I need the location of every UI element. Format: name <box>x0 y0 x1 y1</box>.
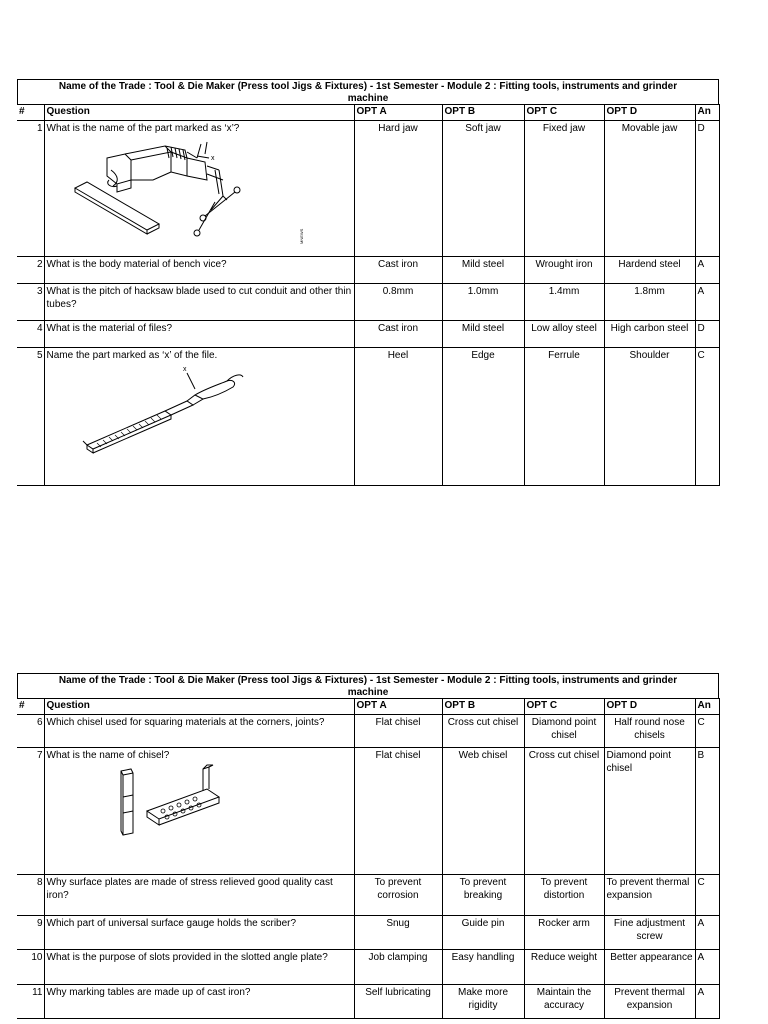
question-number: 2 <box>17 257 44 284</box>
option-b: Soft jaw <box>442 121 524 257</box>
question-number: 11 <box>17 985 44 1019</box>
question-text: What is the pitch of hacksaw blade used to cut conduit and other thin tubes? <box>44 284 354 321</box>
option-d: Half round nose chisels <box>604 715 695 748</box>
table-row <box>17 284 719 321</box>
title-line-1: Name of the Trade : Tool & Die Maker (Press tool Jigs & Fixtures) - 1st Semester - Module 2 : Fitting tools, instruments and grinder <box>58 675 678 686</box>
option-c: Fixed jaw <box>524 121 604 257</box>
option-c: Maintain the accuracy <box>524 985 604 1019</box>
question-text: What is the name of chisel? <box>46 750 170 761</box>
answer: A <box>695 985 719 1019</box>
option-c: 1.4mm <box>524 284 604 321</box>
col-header-opt-b: OPT B <box>442 699 524 715</box>
question-table <box>17 104 720 486</box>
option-b: Easy handling <box>442 950 524 985</box>
answer: B <box>695 748 719 875</box>
question-text: Why marking tables are made up of cast iron? <box>44 985 354 1019</box>
question-number: 3 <box>17 284 44 321</box>
option-b: Edge <box>442 348 524 486</box>
col-header-answer: An <box>695 105 719 121</box>
option-a: Self lubricating <box>354 985 442 1019</box>
option-b: Mild steel <box>442 257 524 284</box>
answer: A <box>695 916 719 950</box>
header-row <box>17 105 719 121</box>
question-table <box>17 698 720 1019</box>
question-cell <box>44 748 354 875</box>
answer: D <box>695 321 719 348</box>
file-figure <box>47 363 347 463</box>
question-text: Name the part marked as ‘x’ of the file. <box>46 350 218 361</box>
question-sheet-2 <box>17 673 719 1019</box>
option-d: Diamond point chisel <box>604 748 695 875</box>
figure-label-x: x <box>210 154 214 162</box>
table-row <box>17 257 719 284</box>
sheet-title <box>17 79 719 104</box>
answer: C <box>695 875 719 916</box>
col-header-opt-b: OPT B <box>442 105 524 121</box>
option-c: Reduce weight <box>524 950 604 985</box>
option-b: To prevent breaking <box>442 875 524 916</box>
question-number: 8 <box>17 875 44 916</box>
table-row <box>17 875 719 916</box>
option-c: Wrought iron <box>524 257 604 284</box>
option-b: Guide pin <box>442 916 524 950</box>
option-b: 1.0mm <box>442 284 524 321</box>
question-text: What is the name of the part marked as ‘x’? <box>46 123 240 134</box>
question-text: What is the body material of bench vice? <box>44 257 354 284</box>
question-text: Which part of universal surface gauge holds the scriber? <box>44 916 354 950</box>
option-b: Cross cut chisel <box>442 715 524 748</box>
option-c: To prevent distortion <box>524 875 604 916</box>
header-row <box>17 699 719 715</box>
table-row <box>17 715 719 748</box>
answer: C <box>695 715 719 748</box>
figure-label-x: x <box>182 365 186 373</box>
option-a: Job clamping <box>354 950 442 985</box>
title-line-2: machine <box>347 93 389 104</box>
table-row <box>17 985 719 1019</box>
table-row <box>17 121 719 257</box>
option-d: Movable jaw <box>604 121 695 257</box>
title-line-2: machine <box>347 687 389 698</box>
question-number: 10 <box>17 950 44 985</box>
table-row <box>17 916 719 950</box>
table-row <box>17 748 719 875</box>
title-line-1: Name of the Trade : Tool & Die Maker (Press tool Jigs & Fixtures) - 1st Semester - Module 2 : Fitting tools, instruments and grinder <box>58 81 678 92</box>
col-header-num: # <box>17 105 44 121</box>
question-text: What is the purpose of slots provided in the slotted angle plate? <box>44 950 354 985</box>
table-row <box>17 321 719 348</box>
question-number: 6 <box>17 715 44 748</box>
option-a: 0.8mm <box>354 284 442 321</box>
question-number: 9 <box>17 916 44 950</box>
question-number: 5 <box>17 348 44 486</box>
answer: C <box>695 348 719 486</box>
col-header-opt-c: OPT C <box>524 105 604 121</box>
col-header-question: Question <box>44 105 354 121</box>
option-a: Flat chisel <box>354 748 442 875</box>
option-c: Ferrule <box>524 348 604 486</box>
option-b: Make more rigidity <box>442 985 524 1019</box>
option-d: Hardend steel <box>604 257 695 284</box>
option-a: Cast iron <box>354 257 442 284</box>
question-number: 7 <box>17 748 44 875</box>
table-row <box>17 950 719 985</box>
answer: A <box>695 257 719 284</box>
question-cell <box>44 121 354 257</box>
option-a: Flat chisel <box>354 715 442 748</box>
col-header-opt-c: OPT C <box>524 699 604 715</box>
option-a: To prevent corrosion <box>354 875 442 916</box>
option-a: Snug <box>354 916 442 950</box>
col-header-opt-a: OPT A <box>354 105 442 121</box>
option-d: High carbon steel <box>604 321 695 348</box>
sheet-title <box>17 673 719 698</box>
question-number: 4 <box>17 321 44 348</box>
option-c: Low alloy steel <box>524 321 604 348</box>
answer: A <box>695 284 719 321</box>
option-d: 1.8mm <box>604 284 695 321</box>
col-header-answer: An <box>695 699 719 715</box>
question-text: Which chisel used for squaring materials at the corners, joints? <box>44 715 354 748</box>
option-a: Heel <box>354 348 442 486</box>
bench-vice-figure <box>47 136 347 254</box>
col-header-num: # <box>17 699 44 715</box>
option-a: Hard jaw <box>354 121 442 257</box>
question-sheet-1 <box>17 79 719 486</box>
option-d: Shoulder <box>604 348 695 486</box>
answer: D <box>695 121 719 257</box>
option-d: Better appearance <box>604 950 695 985</box>
web-chisel-figure <box>47 763 347 847</box>
table-row <box>17 348 719 486</box>
question-number: 1 <box>17 121 44 257</box>
col-header-opt-d: OPT D <box>604 105 695 121</box>
option-d: Fine adjustment screw <box>604 916 695 950</box>
option-d: To prevent thermal expansion <box>604 875 695 916</box>
option-d: Prevent thermal expansion <box>604 985 695 1019</box>
question-text: What is the material of files? <box>44 321 354 348</box>
option-c: Diamond point chisel <box>524 715 604 748</box>
col-header-opt-d: OPT D <box>604 699 695 715</box>
question-text: Why surface plates are made of stress relieved good quality cast iron? <box>44 875 354 916</box>
option-b: Mild steel <box>442 321 524 348</box>
option-c: Cross cut chisel <box>524 748 604 875</box>
answer: A <box>695 950 719 985</box>
figure-stamp: MNEWS <box>298 228 304 244</box>
col-header-opt-a: OPT A <box>354 699 442 715</box>
option-c: Rocker arm <box>524 916 604 950</box>
option-b: Web chisel <box>442 748 524 875</box>
option-a: Cast iron <box>354 321 442 348</box>
col-header-question: Question <box>44 699 354 715</box>
question-cell <box>44 348 354 486</box>
